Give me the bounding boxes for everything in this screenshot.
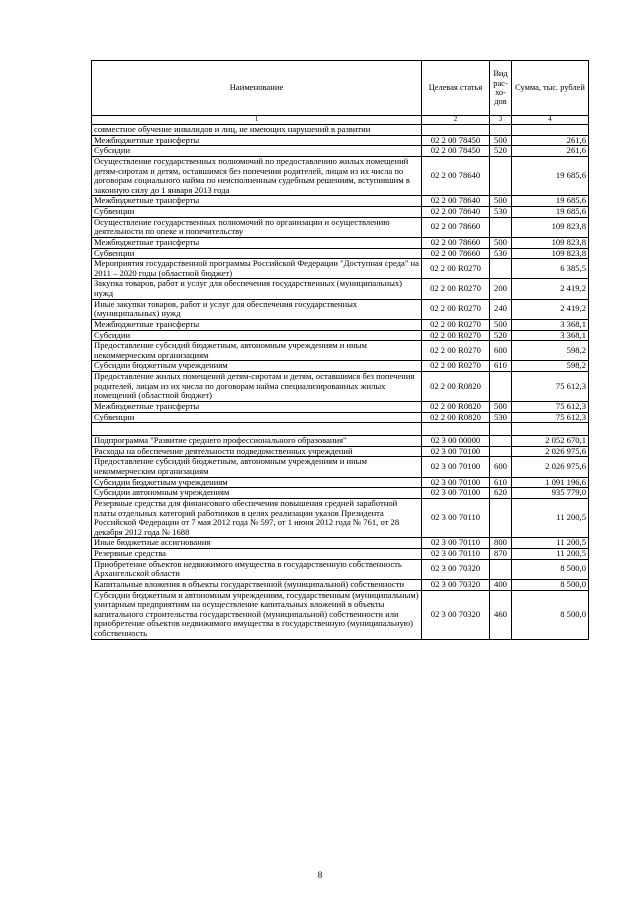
cell-amount: 2 026 975,6 xyxy=(512,446,589,457)
cell-expense-type: 600 xyxy=(490,341,512,361)
cell-name: Субсидии xyxy=(92,330,422,341)
cell-target-code: 02 3 00 70110 xyxy=(422,538,490,549)
cell-amount xyxy=(512,125,589,136)
cell-target-code: 02 2 00 R0270 xyxy=(422,299,490,319)
cell-name: Предоставление субсидий бюджетным, автономным учреждениям и иным некоммерческим организациям xyxy=(92,341,422,361)
cell-amount: 109 823,8 xyxy=(512,248,589,259)
cell-target-code: 02 2 00 R0820 xyxy=(422,372,490,402)
cell-target-code: 02 2 00 78450 xyxy=(422,146,490,157)
cell-amount: 1 091 196,6 xyxy=(512,477,589,488)
table-row xyxy=(92,146,589,157)
cell-name: Мероприятия государственной программы Российской Федерации "Доступная среда" на 2011 – 2020 годы (областной бюджет) xyxy=(92,259,422,279)
cell-amount: 75 612,3 xyxy=(512,372,589,402)
cell-expense-type: 800 xyxy=(490,538,512,549)
cell-expense-type: 610 xyxy=(490,477,512,488)
cell-amount: 2 419,2 xyxy=(512,299,589,319)
cell-expense-type xyxy=(490,156,512,196)
table-row xyxy=(92,196,589,207)
table-row xyxy=(92,217,589,237)
cell-target-code: 02 2 00 78660 xyxy=(422,217,490,237)
cell-amount: 19 685,6 xyxy=(512,156,589,196)
cell-expense-type xyxy=(490,259,512,279)
table-row xyxy=(92,125,589,136)
table-row xyxy=(92,401,589,412)
table-row xyxy=(92,549,589,560)
cell-name: Закупка товаров, работ и услуг для обеспечения государственных (муниципальных) нужд xyxy=(92,279,422,299)
cell-target-code: 02 2 00 78640 xyxy=(422,196,490,207)
cell-name: Расходы на обеспечение деятельности подведомственных учреждений xyxy=(92,446,422,457)
cell-target-code: 02 2 00 R0270 xyxy=(422,259,490,279)
table-row xyxy=(92,372,589,402)
cell-name: Резервные средства для финансового обеспечения повышения средней заработной платы отдельных категорий работников в целях реализации указов Президента Российской Федерации от 7 мая 2012 года № 597, от 1 июня 2012 года № 761, от 28 декабря 2012 года № 1688 xyxy=(92,498,422,538)
cell-name: Осуществление государственных полномочий по организации и осуществлению деятельности по опеке и попечительству xyxy=(92,217,422,237)
cell-name: Субсидии автономным учреждениям xyxy=(92,488,422,499)
table-row xyxy=(92,457,589,477)
budget-table xyxy=(91,60,589,640)
cell-name: Субвенции xyxy=(92,412,422,423)
cell-amount: 598,2 xyxy=(512,341,589,361)
cell-target-code xyxy=(422,125,490,136)
cell-name xyxy=(92,423,422,436)
cell-amount: 3 368,1 xyxy=(512,330,589,341)
cell-target-code: 02 3 00 70110 xyxy=(422,549,490,560)
cell-expense-type: 530 xyxy=(490,412,512,423)
table-row xyxy=(92,579,589,590)
cell-target-code xyxy=(422,423,490,436)
cell-target-code: 02 2 00 R0270 xyxy=(422,341,490,361)
table-row xyxy=(92,330,589,341)
cell-name: Межбюджетные трансферты xyxy=(92,237,422,248)
table-row xyxy=(92,477,589,488)
cell-amount: 11 200,5 xyxy=(512,498,589,538)
cell-name: Иные закупки товаров, работ и услуг для обеспечения государственных (муниципальных) нужд xyxy=(92,299,422,319)
table-row xyxy=(92,538,589,549)
cell-expense-type: 460 xyxy=(490,590,512,639)
cell-expense-type: 600 xyxy=(490,457,512,477)
cell-expense-type: 530 xyxy=(490,207,512,218)
cell-target-code: 02 2 00 R0270 xyxy=(422,279,490,299)
table-row xyxy=(92,423,589,436)
cell-expense-type: 870 xyxy=(490,549,512,560)
cell-name: Субсидии бюджетным учреждениям xyxy=(92,477,422,488)
cell-name: Предоставление субсидий бюджетным, автономным учреждениям и иным некоммерческим организациям xyxy=(92,457,422,477)
cell-target-code: 02 2 00 78660 xyxy=(422,248,490,259)
cell-expense-type: 240 xyxy=(490,299,512,319)
cell-expense-type: 610 xyxy=(490,361,512,372)
cell-expense-type: 520 xyxy=(490,330,512,341)
cell-expense-type xyxy=(490,125,512,136)
cell-name: Субвенции xyxy=(92,248,422,259)
cell-amount: 75 612,3 xyxy=(512,401,589,412)
table-row xyxy=(92,248,589,259)
column-number: 4 xyxy=(512,116,589,125)
table-row xyxy=(92,559,589,579)
cell-name: Капитальные вложения в объекты государственной (муниципальной) собственности xyxy=(92,579,422,590)
cell-expense-type: 200 xyxy=(490,279,512,299)
cell-target-code: 02 3 00 70100 xyxy=(422,457,490,477)
table-row xyxy=(92,361,589,372)
table-body xyxy=(92,125,589,640)
cell-amount: 109 823,8 xyxy=(512,217,589,237)
cell-amount: 11 200,5 xyxy=(512,538,589,549)
cell-target-code: 02 3 00 70100 xyxy=(422,488,490,499)
cell-amount: 2 419,2 xyxy=(512,279,589,299)
cell-amount: 261,6 xyxy=(512,146,589,157)
table-row xyxy=(92,156,589,196)
header-amount: Сумма, тыс. рублей xyxy=(512,61,589,116)
cell-name: Межбюджетные трансферты xyxy=(92,196,422,207)
table-header-row xyxy=(92,61,589,116)
cell-target-code: 02 2 00 78450 xyxy=(422,135,490,146)
cell-amount: 6 385,5 xyxy=(512,259,589,279)
cell-target-code: 02 3 00 70320 xyxy=(422,579,490,590)
cell-expense-type xyxy=(490,559,512,579)
cell-amount: 8 500,0 xyxy=(512,559,589,579)
cell-amount: 11 200,5 xyxy=(512,549,589,560)
table-row xyxy=(92,436,589,447)
table-row xyxy=(92,135,589,146)
cell-name: совместное обучение инвалидов и лиц, не имеющих нарушений в развитии xyxy=(92,125,422,136)
cell-target-code: 02 3 00 00000 xyxy=(422,436,490,447)
cell-expense-type xyxy=(490,446,512,457)
table-row xyxy=(92,590,589,639)
column-number: 2 xyxy=(422,116,490,125)
header-type: Вид рас-хо-дов xyxy=(490,61,512,116)
table-row xyxy=(92,279,589,299)
cell-name: Субсидии xyxy=(92,146,422,157)
cell-name: Предоставление жилых помещений детям-сиротам и детям, оставшимся без попечения родителей, лицам из их числа по договорам найма специализированных жилых помещений (областной бюджет) xyxy=(92,372,422,402)
cell-expense-type: 520 xyxy=(490,146,512,157)
cell-target-code: 02 3 00 70100 xyxy=(422,446,490,457)
cell-amount: 2 026 975,6 xyxy=(512,457,589,477)
cell-target-code: 02 2 00 R0270 xyxy=(422,330,490,341)
cell-name: Осуществление государственных полномочий по предоставлению жилых помещений детям-сиротам и детям, оставшимся без попечения родителей, лицам из их числа по договорам социального найма по неисполненным судебным решениям, вступившим в законную силу до 1 января 2013 года xyxy=(92,156,422,196)
cell-expense-type xyxy=(490,217,512,237)
cell-expense-type: 500 xyxy=(490,319,512,330)
cell-amount: 19 685,6 xyxy=(512,207,589,218)
cell-name: Межбюджетные трансферты xyxy=(92,319,422,330)
cell-name: Подпрограмма "Развитие среднего профессионального образования" xyxy=(92,436,422,447)
cell-expense-type: 620 xyxy=(490,488,512,499)
cell-name: Субсидии бюджетным и автономным учреждениям, государственным (муниципальным) унитарным предприятиям на осуществление капитальных вложений в объекты капитального строительства государственной (муниципальной) собственности или приобретение объектов недвижимого имущества в государственную (муниципальную) собственность xyxy=(92,590,422,639)
table-row xyxy=(92,319,589,330)
cell-expense-type xyxy=(490,423,512,436)
cell-amount: 3 368,1 xyxy=(512,319,589,330)
column-number-row xyxy=(92,116,589,125)
cell-amount: 8 500,0 xyxy=(512,590,589,639)
cell-name: Субвенции xyxy=(92,207,422,218)
cell-amount: 109 823,8 xyxy=(512,237,589,248)
cell-expense-type xyxy=(490,498,512,538)
cell-name: Межбюджетные трансферты xyxy=(92,135,422,146)
cell-target-code: 02 2 00 R0270 xyxy=(422,361,490,372)
table-row xyxy=(92,412,589,423)
cell-expense-type: 500 xyxy=(490,196,512,207)
cell-expense-type xyxy=(490,372,512,402)
cell-target-code: 02 3 00 70110 xyxy=(422,498,490,538)
table-row xyxy=(92,498,589,538)
cell-name: Приобретение объектов недвижимого имущества в государственную собственность Архангельской области xyxy=(92,559,422,579)
cell-target-code: 02 2 00 R0820 xyxy=(422,401,490,412)
table-row xyxy=(92,341,589,361)
cell-amount: 2 052 670,1 xyxy=(512,436,589,447)
cell-expense-type: 530 xyxy=(490,248,512,259)
table-row xyxy=(92,488,589,499)
cell-name: Иные бюджетные ассигнования xyxy=(92,538,422,549)
cell-expense-type: 500 xyxy=(490,237,512,248)
cell-amount: 19 685,6 xyxy=(512,196,589,207)
cell-amount xyxy=(512,423,589,436)
cell-name: Межбюджетные трансферты xyxy=(92,401,422,412)
cell-name: Субсидии бюджетным учреждениям xyxy=(92,361,422,372)
column-number: 1 xyxy=(92,116,422,125)
cell-target-code: 02 2 00 78640 xyxy=(422,156,490,196)
cell-amount: 935 779,0 xyxy=(512,488,589,499)
header-code: Целевая статья xyxy=(422,61,490,116)
cell-target-code: 02 2 00 R0270 xyxy=(422,319,490,330)
table-row xyxy=(92,237,589,248)
cell-name: Резервные средства xyxy=(92,549,422,560)
cell-target-code: 02 3 00 70100 xyxy=(422,477,490,488)
cell-expense-type: 400 xyxy=(490,579,512,590)
cell-amount: 75 612,3 xyxy=(512,412,589,423)
cell-target-code: 02 2 00 78660 xyxy=(422,237,490,248)
cell-amount: 261,6 xyxy=(512,135,589,146)
table-row xyxy=(92,299,589,319)
cell-amount: 598,2 xyxy=(512,361,589,372)
cell-target-code: 02 2 00 78640 xyxy=(422,207,490,218)
cell-expense-type xyxy=(490,436,512,447)
cell-target-code: 02 3 00 70320 xyxy=(422,590,490,639)
page-number: 8 xyxy=(317,870,323,880)
table-row xyxy=(92,446,589,457)
cell-expense-type: 500 xyxy=(490,401,512,412)
cell-target-code: 02 2 00 R0820 xyxy=(422,412,490,423)
cell-target-code: 02 3 00 70320 xyxy=(422,559,490,579)
table-row xyxy=(92,207,589,218)
header-name: Наименование xyxy=(92,61,422,116)
column-number: 3 xyxy=(490,116,512,125)
cell-expense-type: 500 xyxy=(490,135,512,146)
cell-amount: 8 500,0 xyxy=(512,579,589,590)
table-row xyxy=(92,259,589,279)
